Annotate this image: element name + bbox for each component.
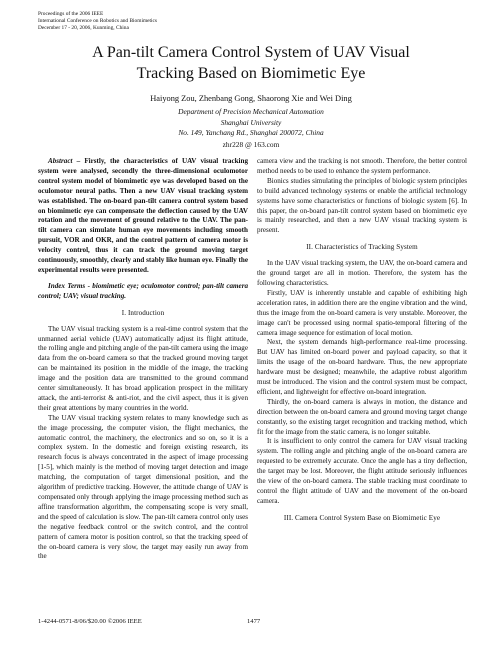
paragraph: The UAV visual tracking system is a real-time control system that the unmanned aerial vehicle (UAV) automatically adjust its flight attitude, the rolling angle and pitching angle of the pan-tilt camera using the image data from the on-board camera so that the tracked ground moving target can be maintained its position in the middle of the image, the tracking image and the position data are transmitted to the ground command center simultaneously. It has broad application prospect in the military attack, the anti-terrorist & anti-riot, and the civil aspect, thus it is given their great attentions by many countries in the world. (38, 324, 248, 412)
paragraph: camera view and the tracking is not smooth. Therefore, the better control method needs to be used to enhance the system performance. (257, 157, 467, 175)
section-heading: III. Camera Control System Base on Biomimetic Eye (283, 513, 441, 522)
paper-title-line: A Pan-tilt Camera Control System of UAV Visual (92, 44, 410, 61)
paragraph: Bionics studies simulating the principles of biologic system principles to build advanced technology systems or enable the artificial technology systems have some characteristics or functions of biologic system [6]. In this paper, the on-board pan-tilt control system based on biomimetic eye is mainly researched, and then a new UAV visual tracking system is present. (257, 176, 467, 235)
paragraph: Next, the system demands high-performance real-time processing. But UAV has limited on-board power and payload capacity, so that it limits the usage of the on-board hardware. Thus, the new appropriate hardware must be designed; meanwhile, the adaptive robust algorithm must be introduced. The vision and the control system must be compact, efficient, and lightweight for effective on-board integration. (257, 338, 467, 396)
paragraph: Thirdly, the on-board camera is always in motion, the distance and direction between the on-board camera and ground moving target change constantly, so the existing target recognition and tracking method, which fit for the image from the static camera, is no longer suitable. (257, 397, 467, 436)
paper-title (30, 42, 472, 84)
index-terms (38, 282, 248, 302)
affiliation (30, 107, 472, 139)
left-column (38, 157, 248, 562)
affiliation-line: Shanghai University (220, 117, 282, 127)
affiliation-line: Department of Precision Mechanical Automation (178, 107, 324, 116)
paper-title-line: Tracking Based on Biomimetic Eye (136, 65, 366, 82)
index-terms-label: Index Terms (48, 281, 86, 290)
page-number: 1477 (247, 618, 261, 625)
proceedings-line: Proceedings of the 2006 IEEE (38, 11, 104, 17)
paragraph: It is insufficient to only control the camera for UAV visual tracking system. The rolling angle and pitching angle of the on-board camera are requested to be extremely accurate. Once the angle has a tiny deflection, the target may be lost. Moreover, the flight attitude seriously influences the view of the on-board camera. The stable tracking must coordinate to control the flight attitude of UAV and the movement of the on-board camera. (257, 437, 467, 505)
email: zhr228 @ 163.com (222, 140, 280, 149)
proceedings-line: December 17 - 20, 2006, Kunming, China (38, 25, 129, 31)
footer-isbn: 1-4244-0571-8/06/$20.00 ©2006 IEEE (38, 618, 142, 625)
paragraph: Firstly, UAV is inherently unstable and capable of exhibiting high acceleration rates, in addition there are the engine vibration and the wind, thus the image from the on-board camera is very unstable. Moreover, the image can't be processed using normal spatio-temporal filtering of the camera image sequence for estimation of local motion. (257, 288, 467, 337)
section-heading: I. Introduction (121, 308, 165, 317)
section-heading: II. Characteristics of Tracking System (306, 243, 418, 252)
abstract-label: Abstract (48, 157, 73, 165)
index-terms-text: - biomimetic eye; oculomotor control; pan-tilt camera control; UAV; visual tracking. (38, 281, 249, 300)
proceedings-line: International Conference on Robotics and Biomimetics (38, 18, 158, 24)
authors: Haiyong Zou, Zhenbang Gong, Shaorong Xie and Wei Ding (150, 94, 352, 103)
right-column (257, 157, 467, 530)
affiliation-line: No. 149, Yanchang Rd., Shanghai 200072, China (178, 128, 324, 137)
abstract (38, 157, 248, 276)
paragraph: In the UAV visual tracking system, the UAV, the on-board camera and the ground target are all in motion. Therefore, the system has the following characteristics. (257, 259, 467, 287)
abstract-text: – Firstly, the characteristics of UAV visual tracking system were analysed, secondly the three-dimensional oculomotor control system model of biomimetic eye was developed based on the oculomotor neural paths. Then a new UAV visual tracking system was established. The on-board pan-tilt camera control system based on biomimetic eye can compensate the deflection caused by the UAV rotation and the movement of ground relative to the UAV. The pan-tilt camera can simulate human eye movements including smooth pursuit, VOR and OKR, and the control pattern of camera motor is velocity control, thus it can track the ground moving target continuously, smoothly, clearly and stably like human eye. Finally the experimental results were presented. (38, 157, 248, 274)
paragraph: The UAV visual tracking system relates to many knowledge such as the image processing, the computer vision, the flight mechanics, the automatic control, the machinery, the electronics and so on, so it is a complex system. In the domestic and foreign existing research, its research focus is always concentrated in the aspect of image processing [1-5], which mainly is the method of moving target detection and image matching, the computation of target dimensional position, and the algorithm of predictive tracking. However, the attitude change of UAV is compensated only through applying the image processing method such as affine transformation algorithm, the compensating scope is very small, and the speed of calculation is slow. The pan-tilt camera control only uses the negative feedback control or the switch control, and the control pattern of camera motor is position control, so that the tracking speed of the on-board camera is very slow, the target may easily run away from the (38, 413, 248, 561)
